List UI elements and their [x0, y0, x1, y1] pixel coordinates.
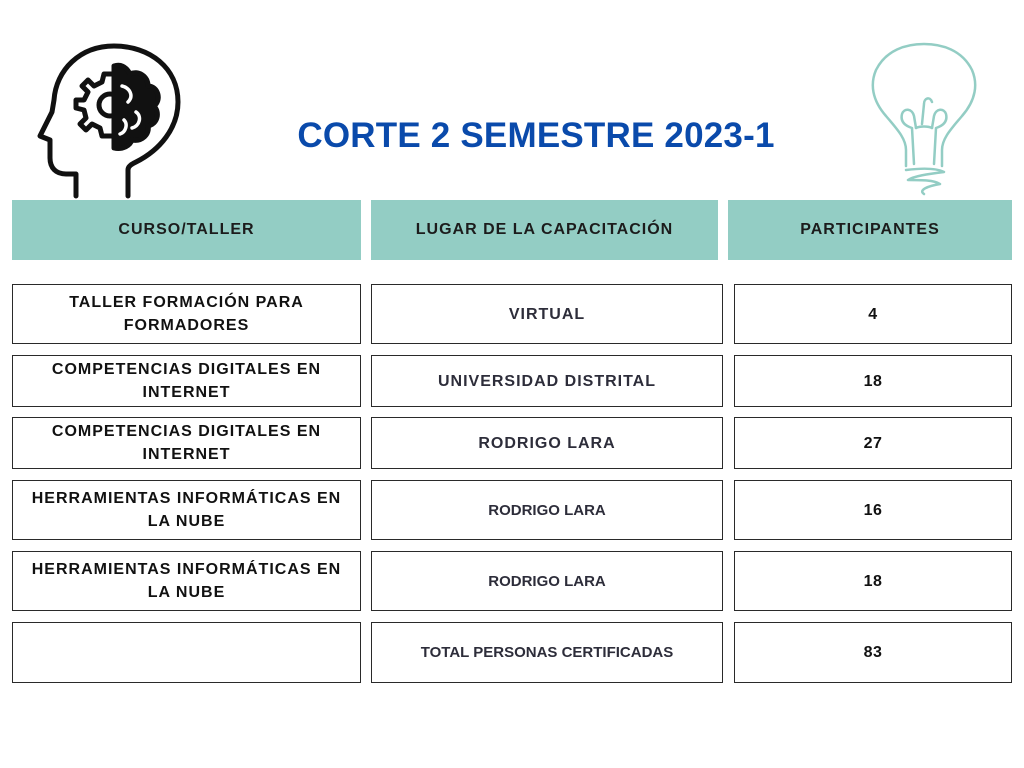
table-cell-lugar: RODRIGO LARA	[371, 551, 723, 611]
table-cell-curso: HERRAMIENTAS INFORMÁTICAS EN LA NUBE	[12, 551, 361, 611]
table-cell-participantes: 18	[734, 355, 1012, 407]
table-cell-curso: TALLER FORMACIÓN PARA FORMADORES	[12, 284, 361, 344]
brain-gear-head-icon	[36, 42, 186, 200]
table-cell-curso: COMPETENCIAS DIGITALES EN INTERNET	[12, 417, 361, 469]
table-cell-lugar: UNIVERSIDAD DISTRITAL	[371, 355, 723, 407]
table-cell-participantes: 4	[734, 284, 1012, 344]
header-lugar-capacitacion: LUGAR DE LA CAPACITACIÓN	[371, 200, 718, 260]
table-cell-lugar: RODRIGO LARA	[371, 417, 723, 469]
table-cell-curso-empty	[12, 622, 361, 683]
page-title: CORTE 2 SEMESTRE 2023-1	[297, 116, 775, 155]
table-cell-lugar: RODRIGO LARA	[371, 480, 723, 540]
lightbulb-icon	[866, 42, 982, 198]
table-cell-participantes: 27	[734, 417, 1012, 469]
table-cell-participantes: 16	[734, 480, 1012, 540]
total-value: 83	[734, 622, 1012, 683]
table-cell-curso: HERRAMIENTAS INFORMÁTICAS EN LA NUBE	[12, 480, 361, 540]
total-label: TOTAL PERSONAS CERTIFICADAS	[371, 622, 723, 683]
table-cell-lugar: VIRTUAL	[371, 284, 723, 344]
table-cell-curso: COMPETENCIAS DIGITALES EN INTERNET	[12, 355, 361, 407]
table-cell-participantes: 18	[734, 551, 1012, 611]
header-curso-taller: CURSO/TALLER	[12, 200, 361, 260]
header-participantes: PARTICIPANTES	[728, 200, 1012, 260]
